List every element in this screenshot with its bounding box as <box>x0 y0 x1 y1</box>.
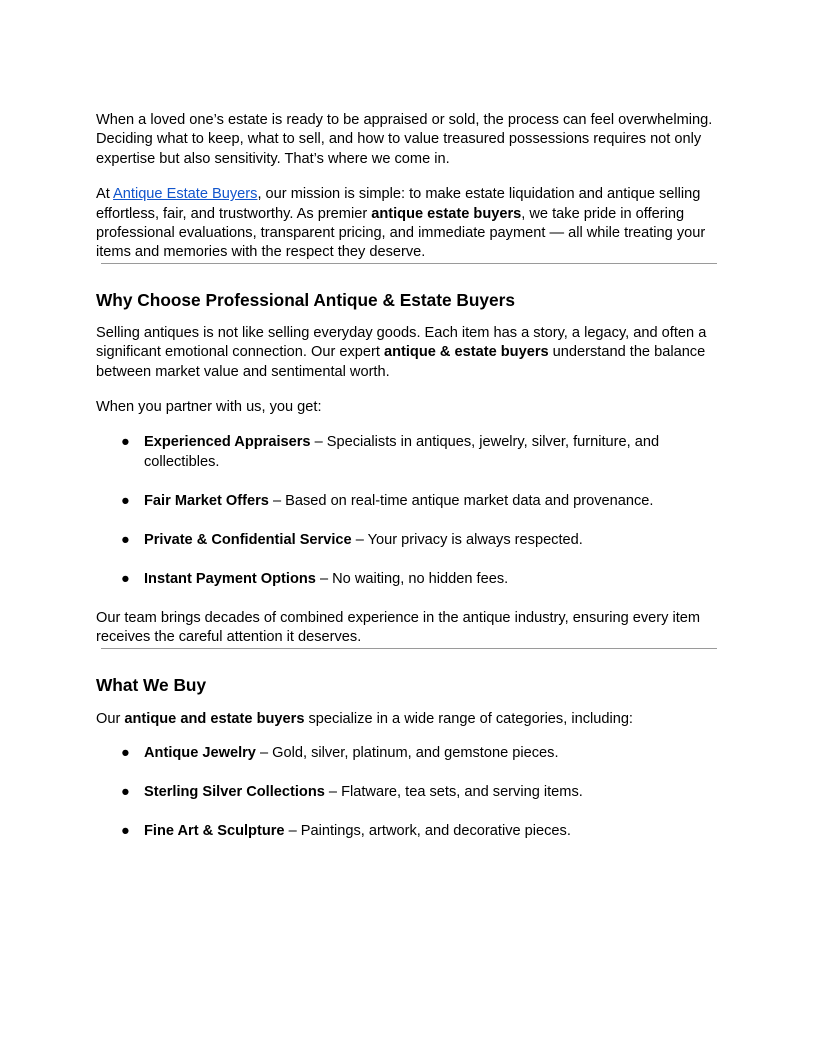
mission-text-post: , we take pride in offering professional evaluations, transparent pricing, and immediate payment — all while treating your items and memories with the respect they deserve. <box>96 205 706 261</box>
team-paragraph: Our team brings decades of combined experience in the antique industry, ensuring every item receives the careful attention it deserves. <box>96 609 701 646</box>
bullet-icon: ● <box>121 823 130 840</box>
category-text: – Flatware, tea sets, and serving items. <box>324 784 583 801</box>
what-we-buy-heading: What We Buy <box>96 674 207 695</box>
bullet-icon: ● <box>121 745 130 762</box>
category-title: Sterling Silver Collections <box>144 784 325 801</box>
category-text: – Gold, silver, platinum, and gemstone pieces. <box>255 745 559 762</box>
antique-estate-buyers-link[interactable]: Antique Estate Buyers <box>113 186 258 203</box>
category-text: – Paintings, artwork, and decorative pieces. <box>284 823 571 840</box>
benefit-title: Private & Confidential Service <box>144 531 352 548</box>
benefit-title: Instant Payment Options <box>144 570 316 587</box>
benefit-text: – Based on real-time antique market data and provenance. <box>268 492 654 509</box>
benefits-list <box>96 433 720 589</box>
bullet-icon: ● <box>121 784 130 801</box>
selling-text-pre: Selling antiques is not like selling everyday goods. Each item has a story, a legacy, and often a significant emotional connection. Our expert <box>96 324 707 361</box>
benefit-text: – Specialists in antiques, jewelry, silver, furniture, and collectibles. <box>144 434 660 470</box>
benefit-title: Experienced Appraisers <box>144 434 311 451</box>
bullet-icon: ● <box>121 492 130 509</box>
bullet-icon: ● <box>121 531 130 548</box>
mission-text-pre: At <box>96 186 114 203</box>
section-divider <box>101 263 717 264</box>
list-item <box>96 531 720 550</box>
list-item <box>96 744 720 763</box>
section-divider <box>101 648 717 649</box>
benefit-text: – No waiting, no hidden fees. <box>315 570 509 587</box>
selling-text-bold: antique & estate buyers <box>383 344 549 361</box>
benefit-title: Fair Market Offers <box>144 492 269 509</box>
list-item <box>96 433 720 472</box>
categories-text-pre: Our <box>96 710 125 727</box>
bullet-icon: ● <box>121 434 130 451</box>
list-item <box>96 570 720 589</box>
mission-paragraph <box>96 185 720 263</box>
categories-list <box>96 744 720 841</box>
mission-text-mid: , our mission is simple: to make estate liquidation and antique selling effortless, fair, and trustworthy. As premier <box>96 186 701 222</box>
list-item <box>96 822 720 841</box>
list-item <box>96 492 720 511</box>
categories-intro-paragraph <box>96 710 720 729</box>
categories-text-post: specialize in a wide range of categories, including: <box>304 710 633 727</box>
partner-paragraph: When you partner with us, you get: <box>96 399 322 416</box>
categories-text-bold: antique and estate buyers <box>124 710 305 727</box>
selling-antiques-paragraph <box>96 324 720 382</box>
document-page <box>96 111 720 861</box>
benefit-text: – Your privacy is always respected. <box>351 531 583 548</box>
intro-paragraph: When a loved one’s estate is ready to be appraised or sold, the process can feel overwhelming. Deciding what to keep, what to sell, and how to value treasured possessions requires not only expertise but also sensitivity. That’s where we come in. <box>96 112 713 167</box>
category-title: Fine Art & Sculpture <box>144 823 285 840</box>
category-title: Antique Jewelry <box>144 745 256 762</box>
list-item <box>96 783 720 802</box>
mission-text-bold: antique estate buyers <box>371 205 522 222</box>
why-choose-heading: Why Choose Professional Antique & Estate Buyers <box>96 289 515 310</box>
selling-text-post: understand the balance between market value and sentimental worth. <box>96 344 706 380</box>
bullet-icon: ● <box>121 570 130 587</box>
